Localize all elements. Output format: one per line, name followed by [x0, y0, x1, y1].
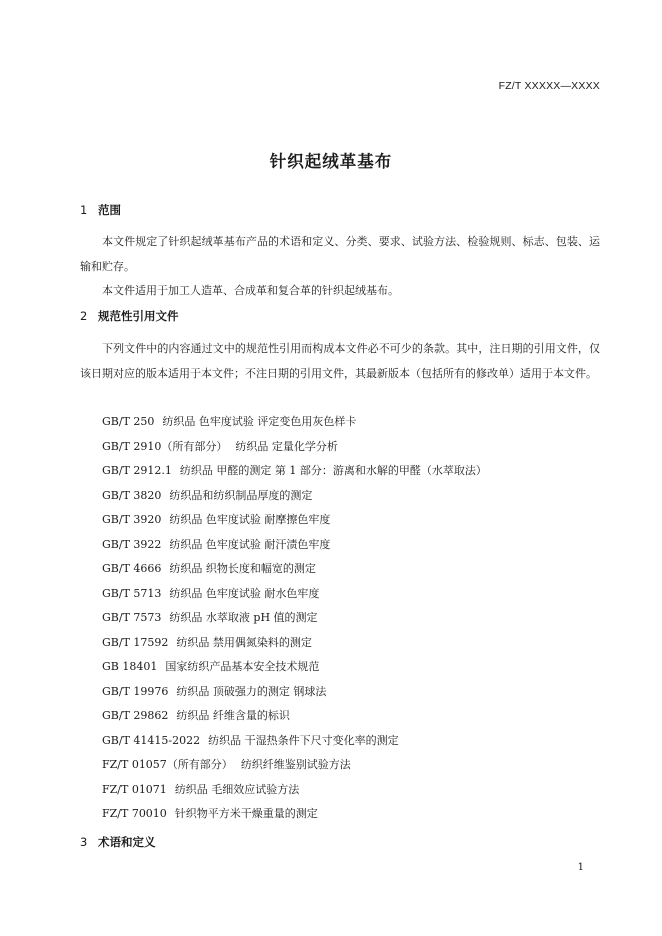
- reference-title: 纺织品 色牢度试验 耐摩擦色牢度: [169, 513, 331, 526]
- reference-title: 纺织品 顶破强力的测定 钢球法: [176, 684, 327, 698]
- reference-title: 纺织品 色牢度试验 耐汗渍色牢度: [169, 537, 331, 551]
- reference-item: [102, 778, 487, 803]
- reference-code: GB/T 4666: [102, 562, 162, 575]
- reference-title: 纺织品 色牢度试验 耐水色牢度: [169, 586, 320, 600]
- section-title: 规范性引用文件: [98, 309, 179, 323]
- reference-title: 纺织品 甲醛的测定 第 1 部分：游离和水解的甲醛（水萃取法）: [179, 464, 487, 477]
- reference-title: 纺织品 定量化学分析: [235, 439, 338, 453]
- reference-title: 针织物平方米干燥重量的测定: [174, 807, 318, 820]
- section-heading-scope: [80, 202, 121, 218]
- reference-title: 纺织品 织物长度和幅宽的测定: [169, 562, 316, 575]
- reference-title: 纺织品和纺织制品厚度的测定: [169, 488, 313, 502]
- reference-item: [102, 729, 487, 754]
- reference-code: GB/T 2912.1: [102, 464, 172, 477]
- reference-item: [102, 606, 487, 631]
- reference-title: 纺织品 禁用偶氮染料的测定: [176, 635, 312, 649]
- reference-title: 纺织品 色牢度试验 评定变色用灰色样卡: [162, 415, 357, 428]
- reference-item: [102, 484, 487, 509]
- normative-intro-paragraph: 下列文件中的内容通过文中的规范性引用而构成本文件必不可少的条款。其中，注日期的引用文件，仅该日期对应的版本适用于本文件；不注日期的引用文件，其最新版本（包括所有的修改单）适用于本文件。: [80, 342, 600, 380]
- reference-item: [102, 410, 487, 435]
- reference-title: 纺织品 干湿热条件下尺寸变化率的测定: [208, 733, 399, 747]
- reference-code: GB/T 3920: [102, 513, 162, 526]
- section-title: 范围: [98, 203, 121, 217]
- scope-paragraph-2: 本文件适用于加工人造革、合成革和复合革的针织起绒基布。: [102, 284, 399, 297]
- reference-item: [102, 704, 487, 729]
- reference-code: GB 18401: [102, 660, 158, 673]
- reference-item: [102, 508, 487, 533]
- reference-code: GB/T 29862: [102, 709, 169, 722]
- section-heading-normative: [80, 308, 179, 324]
- reference-code: GB/T 19976: [102, 684, 169, 698]
- reference-code: FZ/T 01071: [102, 782, 167, 796]
- reference-title: 纺织品 纤维含量的标识: [176, 709, 290, 722]
- reference-item: [102, 557, 487, 582]
- section-number: 1: [80, 203, 88, 217]
- scope-paragraph-1: 本文件规定了针织起绒革基布产品的术语和定义、分类、要求、试验方法、检验规则、标志、包装、运输和贮存。: [80, 235, 600, 273]
- reference-title: 国家纺织产品基本安全技术规范: [165, 660, 320, 673]
- reference-item: [102, 655, 487, 680]
- reference-list: [102, 410, 487, 827]
- section-number: 3: [80, 835, 88, 849]
- reference-item: [102, 802, 487, 827]
- reference-code: FZ/T 70010: [102, 807, 167, 820]
- reference-code: GB/T 2910（所有部分）: [102, 439, 228, 453]
- section-heading-terms: [80, 834, 156, 850]
- reference-item: [102, 435, 487, 460]
- reference-code: GB/T 41415-2022: [102, 733, 201, 747]
- document-title: 针织起绒革基布: [269, 152, 393, 171]
- standard-code: FZ/T XXXXX—XXXX: [498, 80, 600, 92]
- reference-code: GB/T 17592: [102, 635, 169, 649]
- reference-item: [102, 533, 487, 558]
- section-number: 2: [80, 309, 88, 323]
- reference-item: [102, 680, 487, 705]
- reference-title: 纺织纤维鉴别试验方法: [240, 758, 351, 771]
- reference-item: [102, 753, 487, 778]
- reference-code: GB/T 250: [102, 415, 155, 428]
- reference-item: [102, 582, 487, 607]
- reference-code: GB/T 7573: [102, 611, 162, 624]
- reference-code: FZ/T 01057（所有部分）: [102, 758, 233, 771]
- section-title: 术语和定义: [98, 835, 156, 849]
- reference-code: GB/T 3820: [102, 488, 162, 502]
- reference-item: [102, 459, 487, 484]
- reference-item: [102, 631, 487, 656]
- page-number: 1: [577, 862, 584, 873]
- reference-code: GB/T 5713: [102, 586, 162, 600]
- reference-title: 纺织品 毛细效应试验方法: [174, 782, 300, 796]
- reference-code: GB/T 3922: [102, 537, 162, 551]
- reference-title: 纺织品 水萃取液 pH 值的测定: [169, 611, 318, 624]
